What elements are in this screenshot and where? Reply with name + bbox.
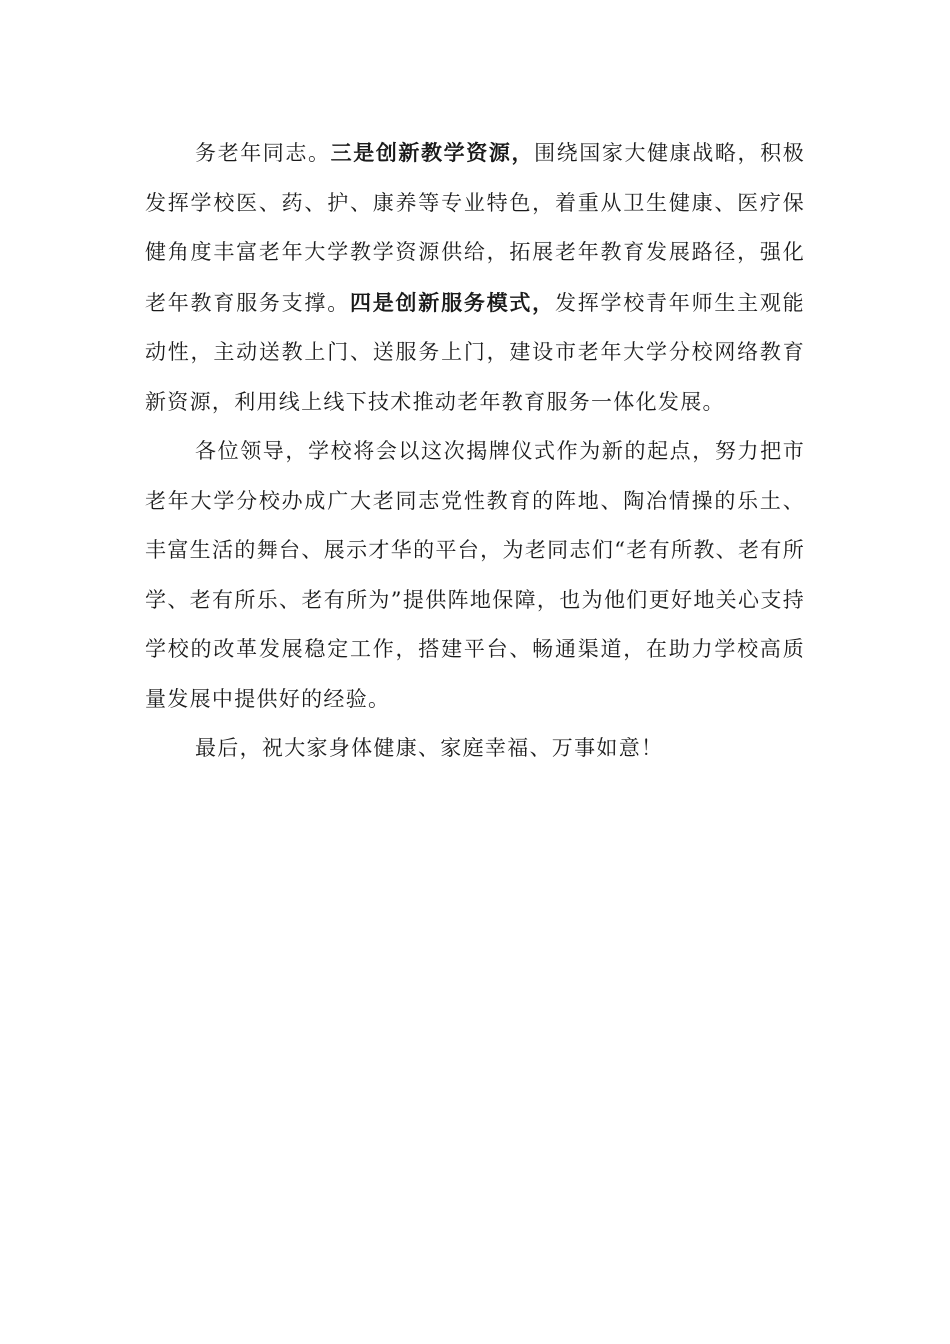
paragraph-leaders: 各位领导，学校将会以这次揭牌仪式作为新的起点，努力把市老年大学分校办成广大老同志党性教育的阵地、陶冶情操的乐土、丰富生活的舞台、展示才华的平台，为老同志们“老有所教、老有所学、老有所乐、老有所为”提供阵地保障，也为他们更好地关心支持学校的改革发展稳定工作，搭建平台、畅通渠道，在助力学校高质量发展中提供好的经验。: [145, 439, 805, 711]
paragraph-continuation: [145, 128, 805, 427]
paragraph-text: 围绕国家大健康战略，积极发挥学校医、药、护、康养等专业特色，着重从卫生健康、医疗保健角度丰富老年大学教学资源供给，拓展老年教育发展路径，强化老年教育服务支撑。: [145, 141, 805, 315]
bold-heading-four: 四是创新服务模式，: [349, 289, 555, 315]
paragraph-text: 发挥学校青年师生主观能动性，主动送教上门、送服务上门，建设市老年大学分校网络教育新资源，利用线上线下技术推动老年教育服务一体化发展。: [145, 290, 805, 414]
bold-heading-three: 三是创新教学资源，: [330, 140, 535, 165]
paragraph-closing: 最后，祝大家身体健康、家庭幸福、万事如意！: [195, 736, 664, 760]
paragraph-text: 务老年同志。: [195, 141, 331, 165]
document-page: [145, 128, 805, 774]
